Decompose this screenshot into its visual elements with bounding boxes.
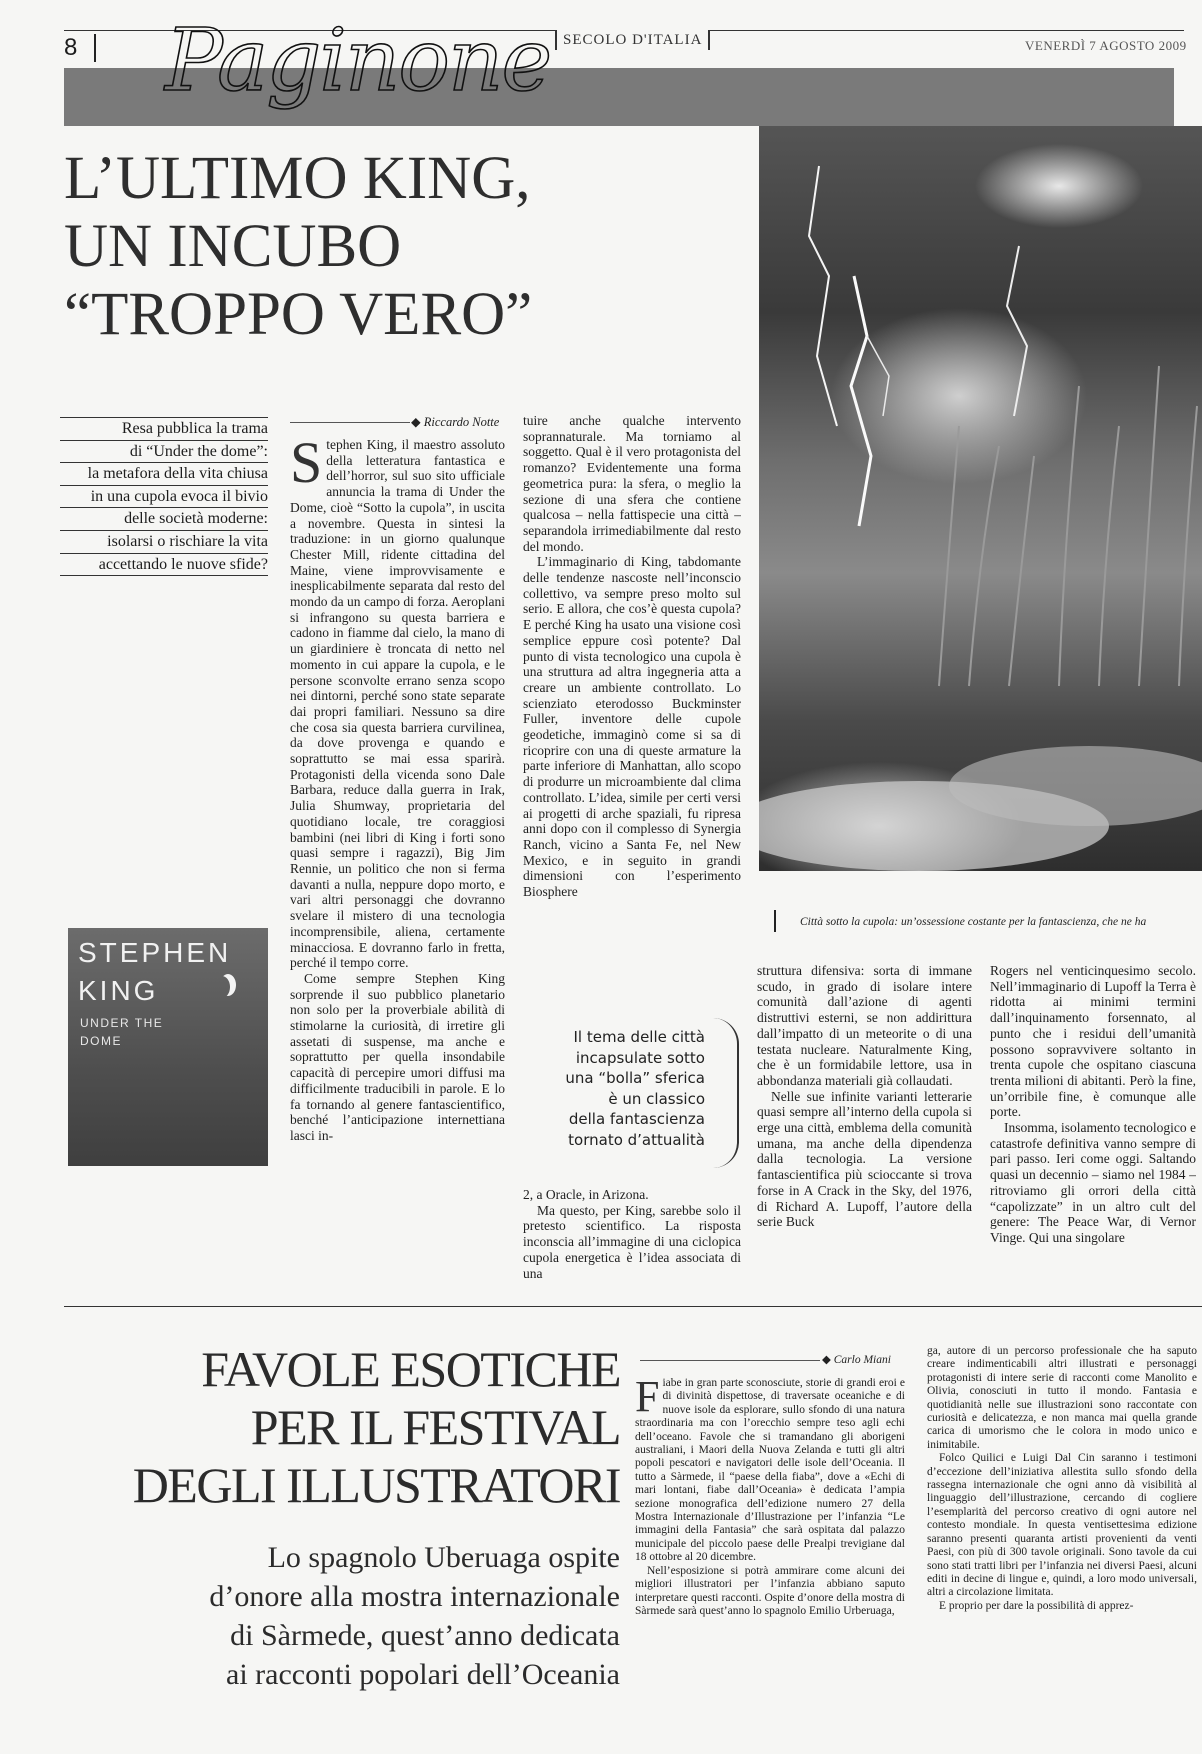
deck-line: d’onore alla mostra internazionale xyxy=(209,1580,620,1613)
lead-line: di “Under the dome”: xyxy=(60,441,268,464)
paragraph: Nell’esposizione si potrà ammirare come alcuni dei migliori illustratori per l’infanzia abbiano saputo interpretare questi racconti. Ospite d’onore della mostra di Sàrmede sarà quest’anno lo spagnolo Emilio Urberuaga, xyxy=(635,1564,905,1617)
lead-line: isolarsi o rischiare la vita xyxy=(60,531,268,554)
paragraph: Come sempre Stephen King sorprende il suo pubblico planetario non solo per la proverbiale abilità di stimolarne la curiosità, di irretire gli assetati di suspense, ma anche e soprattutto per quella insondabile capacità di percepire umori diffusi ma difficilmente traducibili in parole. E lo fa tornando al genere fantascientifico, benché l’anticipazione internettiana lasci in- xyxy=(290,970,505,1143)
deck-line: di Sàrmede, quest’anno dedicata xyxy=(230,1619,620,1652)
article-title xyxy=(64,1340,620,1514)
paragraph: ga, autore di un percorso professionale che ha saputo creare indimenticabili altri illustrati e personaggi protagonisti di intere serie di racconti come Manolito e Olivia, conosciuti in tutto il mondo. Fantasia e quotidianità nelle sue illustrazioni sono raccontate con curiosità e delicatezza, e non manca mai quella grande carica di umorismo che le colora in modo unico e inimitabile. xyxy=(927,1345,1197,1451)
lead-line: delle società moderne: xyxy=(60,508,268,531)
pull-quote-bracket xyxy=(713,1018,739,1168)
paragraph: Fiabe in gran parte sconosciute, storie di grandi eroi e di divinità dispettose, di traversate oceaniche e di nuove isole da esplorare, sullo sfondo di una natura straordinaria ma con l’orecchio sempre teso agli echi dell’oceano. Favole che si tramandano gli aborigeni australiani, i Maori della Nuova Zelanda e tutti gli altri popoli pescatori e navigatori delle isole dell’Oceania. Il tutto a Sàrmede, il “paese della fiaba”, dove a «Echi di mari lontani, fiabe dall’Oceania» è dedicata l’ampia sezione monografica dell’edizione numero 27 della Mostra Internazionale d’Illustrazione per l’infanzia “Le immagini della Fantasia” che sarà ospitata dal palazzo municipale del piccolo paese delle Prealpi trevigiane dal 18 ottobre al 20 dicembre. xyxy=(635,1377,905,1564)
paragraph: L’immaginario di King, tabdomante delle tendenze nascoste nell’inconscio collettivo, va sempre preso molto sul serio. E allora, che cos’è questa cupola? E perché King ha usato una visione così semplice eppure così potente? Dal punto di vista tecnologico una cupola è una struttura ad altra ingegneria atta a creare un ambiente controllato. Lo scienziato eterodosso Buckminster Fuller, inventore delle cupole geodetiche, immaginò come si sa di ricoprire con una di queste armature la parte inferiore di Manhattan, allo scopo di produrre un microambiente dal clima controllato. L’idea, simile per certi versi ai progetti di arche spaziali, fu ripresa anni dopo con il complesso di Synergia Ranch, vicino a Santa Fe, nel New Mexico, e in seguito in grandi dimensioni con l’esperimento Biosphere xyxy=(523,554,741,900)
storm-photo xyxy=(759,126,1202,871)
byline-rule xyxy=(290,422,410,423)
book-title: UNDER THE DOME xyxy=(80,1016,164,1048)
lead-line: accettando le nuove sfide? xyxy=(60,554,268,577)
paragraph: Rogers nel venticinquesimo secolo. Nell’immaginario di Lupoff la Terra è ridotta ai minimi termini dall’inquinamento forsennato, al punto che i residui dell’umanità possono sopravvivere soltanto in trenta cupole che ospitano ciascuna trenta milioni di abitanti. Però la fine, un’orribile fine, è comunque alle porte. xyxy=(990,963,1196,1120)
article-column xyxy=(927,1345,1197,1737)
lead-line: in una cupola evoca il bivio xyxy=(60,486,268,509)
article-deck xyxy=(64,1538,620,1694)
article-column xyxy=(635,1377,905,1737)
drop-cap: F xyxy=(635,1377,660,1421)
paragraph: Ma questo, per King, sarebbe solo il pretesto scientifico. La risposta inconscia all’immagine di una ciclopica cupola energetica è l’idea associata di una xyxy=(523,1202,741,1281)
article-column xyxy=(523,1187,741,1287)
paragraph: tuire anche qualche intervento soprannaturale. Ma torniamo al soggetto. Qual è il vero protagonista del romanzo? Evidentemente una forma geometrica pura: la sfera, o meglio la sezione di una sfera che contiene qualcosa – nella fattispecie una città – separandola irrimediabilmente dal resto del mondo. xyxy=(523,413,741,554)
article-column xyxy=(990,963,1196,1288)
article-byline: ◆ Carlo Miani xyxy=(822,1354,891,1366)
title-line: “TROPPO VERO” xyxy=(64,281,533,348)
title-line: FAVOLE ESOTICHE xyxy=(201,1341,620,1397)
deck-line: Lo spagnolo Uberuaga ospite xyxy=(267,1541,620,1574)
newspaper-name: SECOLO D'ITALIA xyxy=(555,30,710,50)
article-column xyxy=(290,437,505,1287)
page-number: 8 xyxy=(64,34,96,62)
article-title xyxy=(64,145,744,349)
article-byline: ◆ Riccardo Notte xyxy=(411,415,500,429)
paragraph: E proprio per dare la possibilità di apprez- xyxy=(939,1599,1134,1612)
title-line: L’ULTIMO KING, xyxy=(64,145,531,212)
lead-line: Resa pubblica la trama xyxy=(60,417,268,441)
title-line: UN INCUBO xyxy=(64,213,402,280)
paragraph: struttura difensiva: sorta di immane scudo, in grado di isolare intere comunità dall’azione di agenti distruttivi esterni, se non addirittura dall’impatto di un meteorite o di una testata nucleare. Naturalmente King, che è un formidabile lettore, usa in abbondanza materiali già collaudati. xyxy=(757,963,972,1088)
section-title: Paginone xyxy=(165,11,551,111)
article-lead xyxy=(60,417,268,576)
book-cover xyxy=(68,928,268,1166)
byline-author: Carlo Miani xyxy=(833,1354,891,1366)
moon-icon xyxy=(214,976,230,998)
lightning-illustration xyxy=(759,126,1202,871)
article-separator xyxy=(64,1306,1202,1307)
deck-line: ai racconti popolari dell’Oceania xyxy=(226,1658,620,1691)
issue-date: VENERDÌ 7 AGOSTO 2009 xyxy=(1025,38,1187,53)
paragraph: Stephen King, il maestro assoluto della letteratura fantastica e dell’horror, sul suo sito ufficiale annuncia la trama di Under the Dome, cioè “Sotto la cupola”, in uscita a novembre. Questa in sintesi la traduzione: in un giorno qualunque Chester Mill, ridente cittadina del Maine, viene improvvisamente e inesplicabilmente separata dal resto del mondo da un campo di forza. Aeroplani si infrangono su questa barriera e cadono in fiamme dal cielo, la mano di un giardiniere è troncata di netto nel momento in cui appare la cupola, e le persone sconvolte errano senza scopo nei dintorni, perché sono state separate dai propri familiari. Nessuno sa dire che cosa sia questa barriera curvilinea, da dove provenga e quando e soprattutto se mai essa sparirà. Protagonisti della vicenda sono Dale Barbara, reduce dalla guerra in Irak, Julia Shumway, proprietaria del quotidiano locale, tre coraggiosi bambini (nei libri di King i forti sono quasi sempre i ragazzi), Big Jim Rennie, un politico che non si ferma davanti a nulla, neppure dopo morto, e vari altri personaggi che dovranno svelare il mistero di una tecnologia incomprensibile, aliena, certamente minacciosa. E dovranno farlo in fretta, perché il tempo corre. xyxy=(290,437,505,971)
title-line: DEGLI ILLUSTRATORI xyxy=(132,1457,620,1513)
byline-rule xyxy=(640,1360,820,1361)
photo-caption: Città sotto la cupola: un’ossessione costante per la fantascienza, che ne ha xyxy=(800,916,1147,928)
byline-author: Riccardo Notte xyxy=(423,415,500,429)
article-column xyxy=(757,963,972,1288)
drop-cap: S xyxy=(290,437,323,495)
paragraph: 2, a Oracle, in Arizona. xyxy=(523,1187,649,1202)
title-line: PER IL FESTIVAL xyxy=(250,1399,620,1455)
lead-line: la metafora della vita chiusa xyxy=(60,463,268,486)
paragraph: Insomma, isolamento tecnologico e catastrofe definitiva vanno sempre di pari passo. Ieri come oggi. Saltando quasi un decennio – siamo nel 1984 – ritroviamo gli orrori della città “capolizzate” in un altro cult del genere: The Peace War, di Vernor Vinge. Qui una singolare xyxy=(990,1120,1196,1245)
paragraph: Folco Quilici e Luigi Dal Cin saranno i testimoni d’eccezione dell’iniziativa allestita sullo sfondo della rassegna internazionale che ogni anno dà visibilità al linguaggio dell’illustrazione, cercando di cogliere l’esemplarità del percorso creativo di ogni autore nel contesto mondiale. In questa ventisettesima edizione saranno presenti quaranta artisti provenienti da venti Paesi, con più di 300 tavole originali. Sono tavole da cui sono stati tratti libri per l’infanzia nei diversi Paesi, alcuni editi in decine di lingue e, quindi, a loro modo universali, altri a circolazione limitata. xyxy=(927,1452,1197,1599)
paragraph: Nelle sue infinite varianti letterarie quasi sempre all’interno della cupola si erge una città, emblema della comunità umana, ma anche della dipendenza dalla tecnologia. La versione fantascientifica più scioccante si trova forse in A Crack in the Sky, del 1976, di Richard A. Lupoff, l’autore della serie Buck xyxy=(757,1088,972,1230)
article-column xyxy=(523,413,741,1013)
caption-marker xyxy=(774,910,776,932)
pull-quote: Il tema delle città incapsulate sotto una “bolla” sferica è un classico della fantascienza tornato d’attualità xyxy=(565,1028,705,1149)
book-author: STEPHEN KING xyxy=(78,937,232,1006)
